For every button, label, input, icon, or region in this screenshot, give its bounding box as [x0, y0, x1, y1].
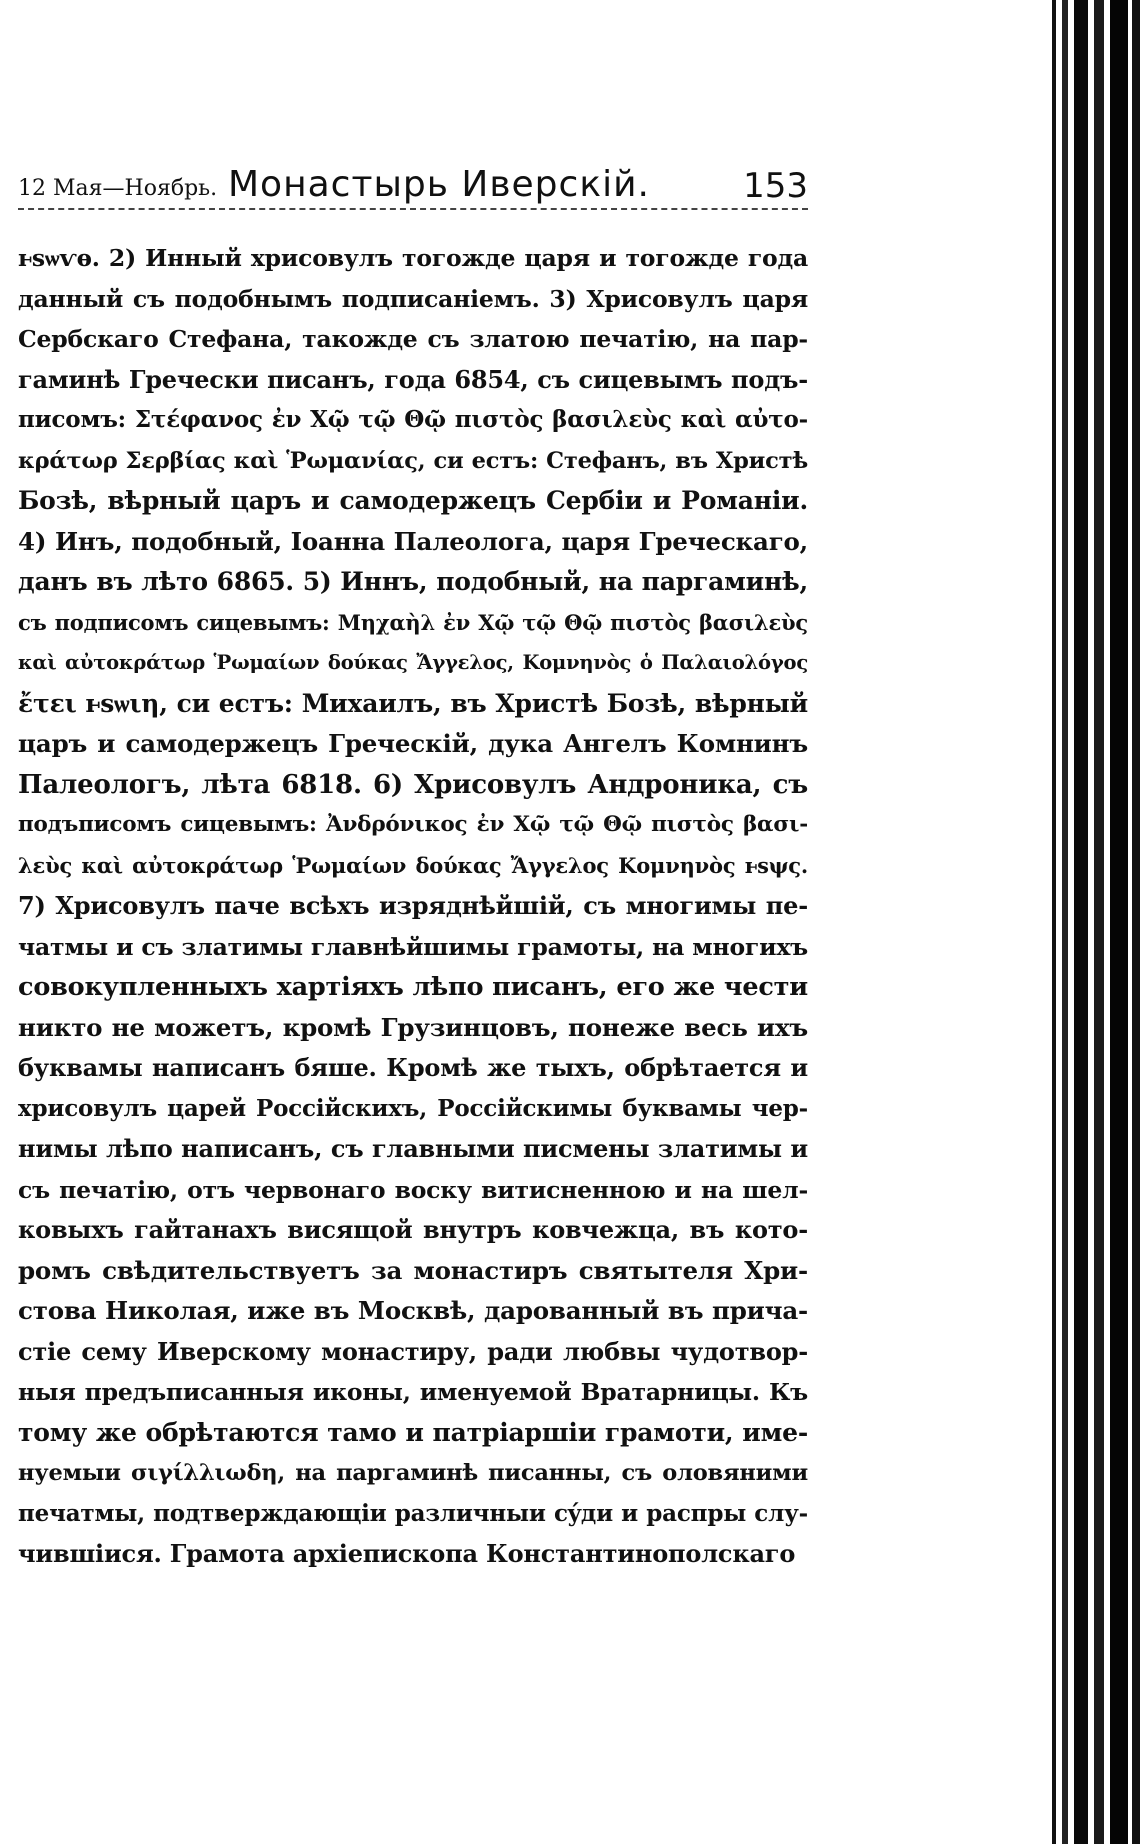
- text-line: λεὺς καὶ αὐτοκράτωρ Ῥωμαίων δούκας Ἄγγελος Κομνηνὸς ⱶѕψς.: [18, 852, 808, 878]
- scan-edge-shadow: [1052, 0, 1140, 1844]
- text-line: съ подписомъ сицевымъ: Μηχαὴλ ἐν Χῷ τῷ Θῷ πιστὸς βασιλεὺς: [18, 609, 808, 635]
- text-line: печатмы, подтверждающіи различныи сýди и распры слу-: [18, 1499, 808, 1527]
- text-line: стіе сему Иверскому монастиру, ради любвы чудотвор-: [18, 1336, 808, 1366]
- text-line: данный съ подобнымъ подписаніемъ. 3) Хрисовулъ царя: [18, 284, 808, 313]
- text-line: Бозѣ, вѣрный царъ и самодержецъ Сербіи и Романіи.: [18, 486, 808, 515]
- page-number: 153: [743, 166, 808, 206]
- text-line: ковыхъ гайтанахъ висящой внутръ ковчежца, въ кото-: [18, 1215, 808, 1244]
- text-line: стова Николая, иже въ Москвѣ, дарованный въ прича-: [18, 1296, 808, 1325]
- running-head: [18, 164, 808, 214]
- text-line: съ печатію, отъ червонаго воску витисненною и на шел-: [18, 1175, 808, 1204]
- text-line: никто не можетъ, кромѣ Грузинцовъ, понеже весь ихъ: [18, 1012, 808, 1042]
- text-line: совокупленныхъ хартіяхъ лѣпо писанъ, его же чести: [18, 972, 808, 1002]
- text-line: чатмы и съ златимы главнѣйшимы грамоты, на многихъ: [18, 932, 808, 961]
- text-line: 7) Хрисовулъ паче всѣхъ изряднѣйшій, съ многимы пе-: [18, 891, 808, 920]
- text-line: нуемыи σιγίλλιωδη, на паргаминѣ писанны, съ оловяними: [18, 1460, 808, 1486]
- text-line: 4) Инъ, подобный, Іоанна Палеолога, царя Греческаго,: [18, 526, 808, 556]
- text-line: καὶ αὐτοκράτωρ Ῥωμαίων δούκας Ἄγγελος, Κομνηνὸς ὁ Παλαιολόγος: [18, 651, 808, 674]
- text-line: буквамы написанъ бяше. Кромѣ же тыхъ, обрѣтается и: [18, 1053, 808, 1082]
- text-line: гаминѣ Гречески писанъ, года 6854, съ сицевымъ подъ-: [18, 364, 808, 394]
- text-line: царъ и самодержецъ Греческій, дука Ангелъ Комнинъ: [18, 729, 808, 758]
- date-range-header: 12 Мая—Ноябрь.: [18, 176, 218, 201]
- text-line: ⱶѕѡѵѳ. 2) Инный хрисовулъ тогожде царя и тогожде года: [18, 244, 808, 272]
- text-line: данъ въ лѣто 6865. 5) Иннъ, подобный, на паргаминѣ,: [18, 567, 808, 596]
- text-line: подъписомъ сицевымъ: Ἀνδρόνικος ἐν Χῷ τῷ Θῷ πιστὸς βασι-: [18, 812, 808, 837]
- text-line: Палеологъ, лѣта 6818. 6) Хрисовулъ Андроника, съ: [18, 769, 808, 800]
- text-line: κράτωρ Σερβίας καὶ Ῥωμανίας, си естъ: Стефанъ, въ Христѣ: [18, 447, 808, 474]
- text-line: ныя предъписанныя иконы, именуемой Вратарницы. Къ: [18, 1378, 808, 1406]
- text-line: тому же обрѣтаются тамо и патріаршіи грамоти, име-: [18, 1417, 808, 1447]
- text-line: Сербскаго Стефана, такожде съ златою печатію, на пар-: [18, 325, 808, 353]
- text-line: хрисовулъ царей Россійскихъ, Россійскимы буквамы чер-: [18, 1094, 808, 1122]
- chapter-title: Монастырь Иверскій.: [228, 164, 650, 205]
- body-text: [18, 238, 808, 1575]
- text-line: чившіися. Грамота архіепископа Константинополскаго: [18, 1539, 796, 1568]
- header-rule: [18, 208, 808, 210]
- text-line: нимы лѣпо написанъ, съ главными писмены златимы и: [18, 1134, 808, 1163]
- text-line: ἔτει ⱶѕѡιη, си естъ: Михаилъ, въ Христѣ Бозѣ, вѣрный: [18, 688, 808, 718]
- text-line: писомъ: Στέφανος ἐν Χῷ τῷ Θῷ πιστὸς βασιλεὺς καὶ αὐτο-: [18, 406, 808, 433]
- text-line: ромъ свѣдительствуетъ за монастиръ святытеля Хри-: [18, 1255, 808, 1285]
